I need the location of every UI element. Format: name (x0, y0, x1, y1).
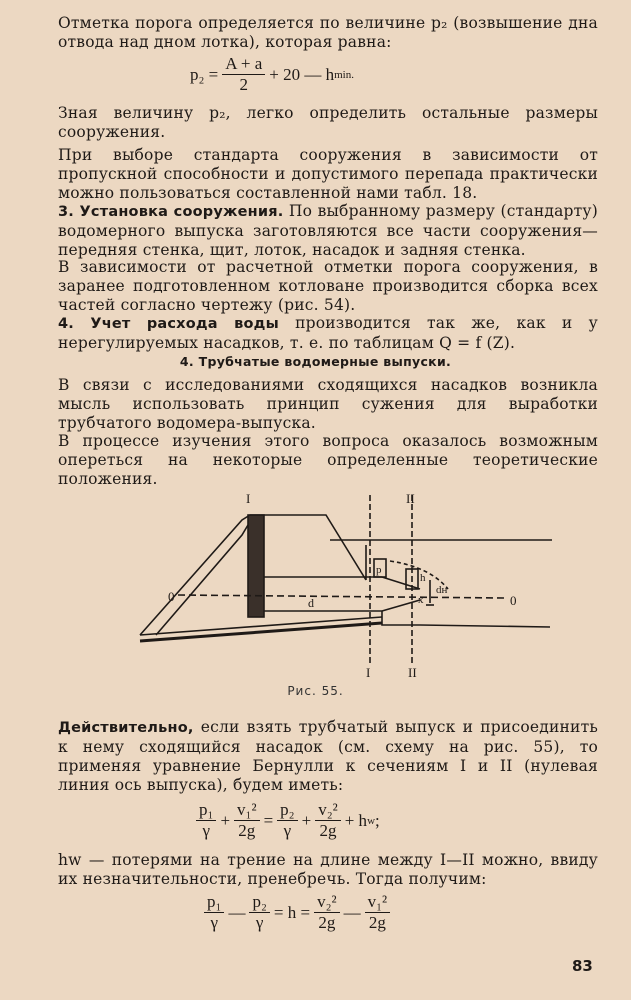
eq2-tail-sub: w (367, 814, 376, 827)
paragraph-6 (58, 314, 598, 353)
paragraph-1: Отметка порога определяется по величине p₂ (возвышение дна отвода над дном лотка), которая равна: (58, 14, 598, 51)
label-I-top: I (246, 491, 251, 506)
eq1-sub: min. (334, 68, 354, 81)
paragraph-9-text: если взять трубчатый выпуск и присоединить к нему сходящийся насадок (см. схему на рис. 55), то применяя уравнение Бернулли к сечениям I и II (нулевая линия ось выпуска), будем иметь: (58, 718, 598, 794)
label-dH: dн (436, 584, 448, 596)
paragraph-4-bold: 3. Установка сооружения. (58, 204, 284, 220)
label-II-top: II (406, 491, 415, 506)
section-heading: 4. Трубчатые водомерные выпуски. (179, 354, 452, 369)
axis-line (178, 595, 505, 598)
eq2-frac-1 (196, 800, 216, 841)
eq3-den-1: γ (210, 913, 218, 932)
eq3-num-2: p₂ (249, 892, 269, 913)
paragraph-6-bold: 4. Учет расхода воды (58, 316, 279, 332)
eq1-fraction (222, 54, 265, 95)
paragraph-4 (58, 202, 598, 260)
eq2-den-4: 2g (319, 821, 337, 840)
paragraph-7: В связи с исследованиями сходящихся насадков возникла мысль использовать принцип сужения для выработки трубчатого водомера-выпуска. (58, 376, 598, 432)
eq2-tail: + h (344, 810, 368, 830)
eq3-frac-3 (314, 892, 340, 933)
paragraph-8: В процессе изучения этого вопроса оказалось возможным опереться на некоторые определенные теоретические положения. (58, 432, 598, 488)
eq3-num-1: p₁ (204, 892, 224, 913)
label-I-bottom: I (366, 665, 371, 680)
eq2-plus-2: + (301, 810, 312, 830)
eq3-minus-2: — (343, 902, 361, 922)
channel-step (382, 611, 420, 625)
embankment-inner (156, 525, 248, 635)
equation-p2 (190, 54, 354, 95)
paragraph-2: Зная величину p₂, легко определить остальные размеры сооружения. (58, 104, 598, 141)
eq1-lhs: p₂ = (190, 64, 219, 84)
eq3-den-4: 2g (368, 913, 386, 932)
eq2-plus-1: + (220, 810, 231, 830)
eq2-num-1: p₁ (196, 800, 216, 821)
nozzle-bottom (382, 600, 420, 611)
channel-bottom (420, 625, 550, 627)
eq3-den-2: γ (255, 913, 264, 932)
eq2-den-3: γ (283, 821, 292, 840)
paragraph-3: При выборе стандарта сооружения в зависимости от пропускной способности и допустимого перепада практически можно пользоваться составленной нами табл. 18. (58, 146, 598, 202)
label-x: x (418, 594, 424, 606)
paragraph-5: В зависимости от расчетной отметки порога сооружения, в заранее подготовленном котловане производится сборка всех частей согласно чертежу (рис. 54). (58, 258, 598, 314)
eq1-denominator: 2 (239, 75, 248, 94)
equation-bernoulli (192, 800, 380, 841)
label-d: d (308, 596, 314, 610)
eq2-num-3: p₂ (277, 800, 297, 821)
label-h: h (420, 572, 426, 584)
eq2-den-1: γ (202, 821, 210, 840)
eq2-equals: = (263, 810, 274, 830)
eq3-num-3: v₂² (314, 892, 340, 913)
eq3-den-3: 2g (318, 913, 336, 932)
front-wall (248, 515, 264, 617)
figure-55-diagram (130, 485, 560, 680)
eq2-semicolon: ; (375, 810, 380, 830)
label-0-right: 0 (510, 593, 517, 608)
eq2-num-2: v₁² (234, 800, 260, 821)
paragraph-9 (58, 718, 598, 795)
eq3-minus-1: — (228, 902, 246, 922)
eq3-frac-2 (249, 892, 269, 933)
eq3-frac-4 (365, 892, 391, 933)
eq2-frac-3 (277, 800, 297, 841)
label-p: p (376, 564, 382, 576)
paragraph-6-text: производится так же, как и у нерегулируемых насадков, т. е. по таблицам Q = f (Z). (58, 314, 598, 352)
eq2-frac-2 (234, 800, 260, 841)
paragraph-4-text: По выбранному размеру (стандарту) водомерного выпуска заготовляются все части сооружения—передняя стенка, щит, лоток, насадок и задняя стенка. (58, 202, 598, 259)
eq2-den-2: 2g (238, 821, 256, 840)
eq3-frac-1 (204, 892, 224, 933)
equation-result (200, 892, 394, 933)
eq2-frac-4 (315, 800, 341, 841)
eq3-num-4: v₁² (365, 892, 391, 913)
label-0-left: 0 (168, 589, 175, 604)
eq1-numerator: A + a (222, 54, 265, 75)
nozzle-top (382, 577, 420, 589)
eq2-num-4: v₂² (315, 800, 341, 821)
page-number: 83 (572, 957, 593, 975)
paragraph-10: hw — потерями на трение на длине между I—II можно, ввиду их незначительности, пренебречь. Тогда получим: (58, 851, 598, 888)
figure-caption: Рис. 55. (287, 684, 344, 698)
eq3-equals-h: = h = (273, 902, 311, 922)
paragraph-9-bold: Действительно, (58, 720, 194, 736)
label-II-bottom: II (408, 665, 417, 680)
eq1-rest: + 20 — h (269, 64, 335, 84)
